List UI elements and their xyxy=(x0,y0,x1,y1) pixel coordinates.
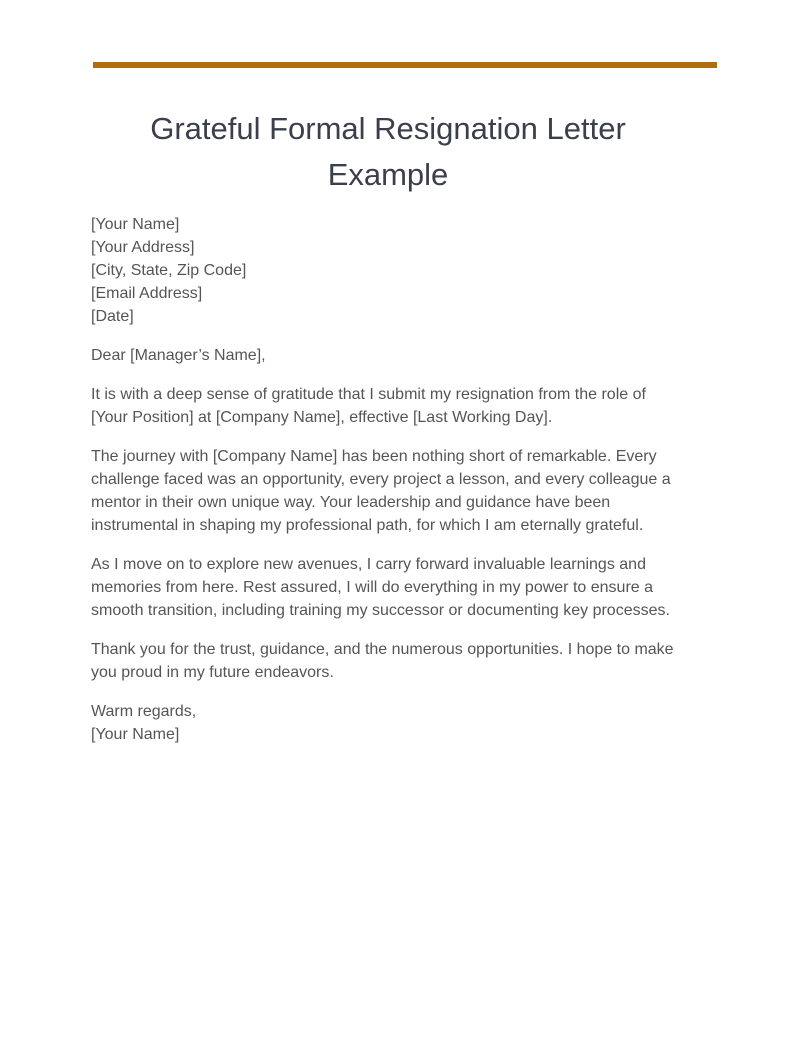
paragraph-line: memories from here. Rest assured, I will do everything in my power to ensure a xyxy=(91,579,654,596)
paragraph-thanks xyxy=(91,638,691,684)
paragraph-line: Thank you for the trust, guidance, and the numerous opportunities. I hope to make xyxy=(91,641,674,658)
letter-date: [Date] xyxy=(91,308,134,325)
top-accent-rule xyxy=(93,62,717,68)
paragraph-resignation-statement xyxy=(91,383,691,429)
salutation-text: Dear [Manager’s Name], xyxy=(91,347,266,364)
paragraph-line: instrumental in shaping my professional path, for which I am eternally grateful. xyxy=(91,517,644,534)
paragraph-line: you proud in my future endeavors. xyxy=(91,664,334,681)
sender-name: [Your Name] xyxy=(91,216,180,233)
sender-city-state-zip: [City, State, Zip Code] xyxy=(91,262,247,279)
paragraph-line: As I move on to explore new avenues, I carry forward invaluable learnings and xyxy=(91,556,646,573)
paragraph-line: mentor in their own unique way. Your leadership and guidance have been xyxy=(91,494,611,511)
paragraph-line: The journey with [Company Name] has been nothing short of remarkable. Every xyxy=(91,448,657,465)
signature-name: [Your Name] xyxy=(91,726,180,743)
paragraph-line: It is with a deep sense of gratitude that I submit my resignation from the role of xyxy=(91,386,646,403)
salutation xyxy=(91,344,691,367)
paragraph-line: [Your Position] at [Company Name], effective [Last Working Day]. xyxy=(91,409,553,426)
paragraph-gratitude xyxy=(91,445,691,537)
closing-text: Warm regards, xyxy=(91,703,197,720)
letter-body xyxy=(91,213,691,762)
sender-address: [Your Address] xyxy=(91,239,195,256)
sender-address-block xyxy=(91,213,691,328)
paragraph-transition xyxy=(91,553,691,622)
sender-email: [Email Address] xyxy=(91,285,203,302)
paragraph-line: challenge faced was an opportunity, every project a lesson, and every colleague a xyxy=(91,471,671,488)
paragraph-line: smooth transition, including training my successor or documenting key processes. xyxy=(91,602,670,619)
closing-block xyxy=(91,700,691,746)
document-title: Grateful Formal Resignation Letter Example xyxy=(150,111,626,192)
